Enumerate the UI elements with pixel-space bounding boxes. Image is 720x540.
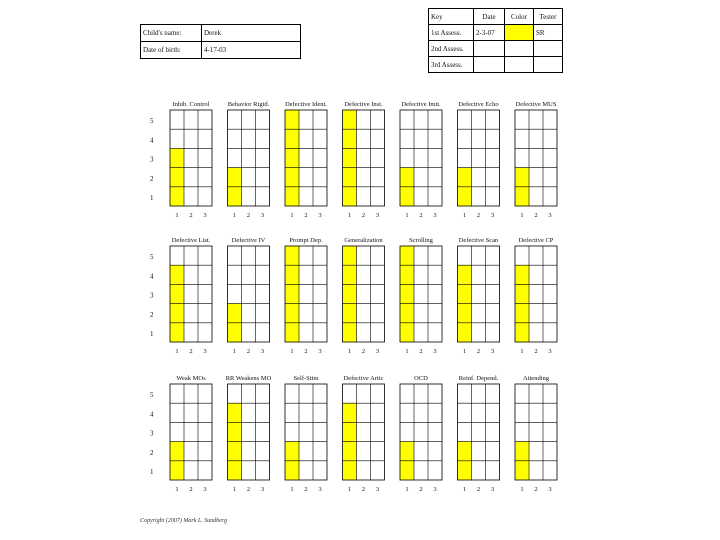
x-tick-label: 1 — [175, 212, 179, 219]
x-tick-label: 1 — [520, 348, 524, 355]
x-tick-label: 1 — [520, 212, 524, 219]
y-tick-label: 2 — [150, 448, 154, 457]
x-tick-label: 1 — [290, 486, 294, 493]
x-tick-label: 1 — [175, 348, 179, 355]
y-tick-label: 4 — [150, 410, 154, 419]
chart-grid-frame — [400, 246, 442, 342]
x-tick-label: 2 — [246, 212, 251, 219]
x-tick-label: 1 — [405, 348, 409, 355]
data-bar — [228, 304, 242, 342]
chart-title: Behavior Rigid. — [227, 101, 270, 108]
chart-title: Defective Artic — [343, 375, 384, 382]
chart-grid-frame — [228, 384, 270, 480]
chart-grid-frame — [343, 110, 385, 206]
x-tick-label: 1 — [175, 486, 179, 493]
x-tick-label: 3 — [260, 348, 265, 355]
chart-title: Reinf. Depend. — [458, 375, 499, 382]
data-bar — [343, 110, 357, 206]
x-tick-label: 2 — [476, 486, 481, 493]
data-bar — [400, 442, 414, 480]
y-tick-label: 4 — [150, 272, 154, 281]
x-tick-label: 2 — [304, 486, 308, 493]
chart-title: Defective Scan — [458, 237, 499, 244]
chart-title: Prompt Dep. — [289, 237, 323, 244]
x-tick-label: 1 — [290, 348, 294, 355]
data-bar — [515, 265, 529, 342]
x-tick-label: 1 — [290, 212, 294, 219]
x-tick-label: 1 — [462, 348, 467, 355]
x-tick-label: 1 — [232, 486, 237, 493]
x-tick-label: 2 — [361, 348, 366, 355]
key-header-date: Date — [474, 9, 505, 25]
y-tick-label: 1 — [150, 330, 154, 338]
x-tick-label: 3 — [548, 486, 552, 493]
x-tick-label: 2 — [419, 348, 423, 355]
chart-title: Scrolling — [409, 237, 433, 244]
key-row-color-swatch — [505, 25, 534, 41]
key-row-2 — [429, 41, 563, 57]
x-tick-label: 1 — [347, 486, 352, 493]
chart-grid-frame — [285, 246, 327, 342]
chart-grid-frame — [400, 110, 442, 206]
chart-title: Defective Inst. — [344, 101, 383, 108]
key-row-label: 2nd Assess. — [429, 41, 474, 57]
chart-grid-frame — [228, 246, 270, 342]
chart-title: Defective CP — [518, 237, 554, 244]
x-tick-label: 2 — [246, 486, 251, 493]
chart-title: Generalization — [344, 237, 383, 244]
chart-title: Defective Ident. — [285, 101, 327, 108]
x-tick-label: 2 — [304, 348, 308, 355]
x-tick-label: 2 — [476, 212, 481, 219]
x-tick-label: 3 — [548, 212, 552, 219]
y-tick-label: 1 — [150, 468, 154, 476]
x-tick-label: 3 — [433, 348, 437, 355]
x-tick-label: 1 — [232, 348, 237, 355]
x-tick-label: 2 — [534, 212, 538, 219]
chart-title: RR Weakens MO — [225, 375, 272, 382]
x-tick-label: 3 — [490, 212, 495, 219]
x-tick-label: 2 — [246, 348, 251, 355]
chart-grid-frame — [515, 384, 557, 480]
chart-grid-frame — [458, 246, 500, 342]
x-tick-label: 3 — [203, 348, 207, 355]
key-row-tester — [534, 41, 563, 57]
chart-title: Inhib. Control — [172, 101, 210, 108]
x-tick-label: 1 — [405, 212, 409, 219]
x-tick-label: 3 — [375, 212, 380, 219]
y-tick-label: 3 — [150, 155, 154, 164]
key-row-label: 1st Assess. — [429, 25, 474, 41]
chart-grid-frame — [285, 384, 327, 480]
chart-grid-frame — [170, 110, 212, 206]
child-name-row — [141, 25, 301, 42]
chart-grid-frame — [400, 384, 442, 480]
data-bar — [515, 442, 529, 480]
chart-grid-frame — [170, 246, 212, 342]
chart-title: Self-Stim — [293, 375, 319, 382]
copyright-text: Copyright (2007) Mark L. Sundberg — [140, 518, 227, 524]
x-tick-label: 2 — [534, 348, 538, 355]
x-tick-label: 3 — [375, 348, 380, 355]
x-tick-label: 2 — [419, 212, 423, 219]
data-bar — [343, 403, 357, 480]
x-tick-label: 2 — [419, 486, 423, 493]
key-row-date — [474, 57, 505, 73]
key-row-color-swatch — [505, 41, 534, 57]
birth-date-value: 4-17-03 — [202, 42, 301, 59]
data-bar — [458, 265, 472, 342]
data-bar — [400, 168, 414, 206]
chart-title: Defective List. — [171, 237, 211, 244]
x-tick-label: 3 — [318, 212, 322, 219]
chart-grid-frame — [343, 246, 385, 342]
x-tick-label: 3 — [203, 486, 207, 493]
chart-title: Defective IV — [231, 237, 266, 244]
chart-grid-frame — [515, 246, 557, 342]
data-bar — [400, 246, 414, 342]
key-row-color-swatch — [505, 57, 534, 73]
key-table — [428, 8, 563, 73]
child-name-label: Child's name: — [141, 25, 202, 42]
data-bar — [170, 265, 184, 342]
data-bar — [170, 442, 184, 480]
data-bar — [228, 403, 242, 480]
key-header-color: Color — [505, 9, 534, 25]
birth-date-label: Date of birth: — [141, 42, 202, 59]
x-tick-label: 2 — [361, 212, 366, 219]
chart-grid-frame — [285, 110, 327, 206]
y-tick-label: 5 — [150, 253, 154, 262]
data-bar — [458, 168, 472, 206]
x-tick-label: 3 — [433, 212, 437, 219]
x-tick-label: 1 — [462, 486, 467, 493]
chart-grid-frame — [458, 384, 500, 480]
y-tick-label: 3 — [150, 429, 154, 438]
key-row-tester — [534, 57, 563, 73]
y-tick-label: 2 — [150, 174, 154, 183]
x-tick-label: 3 — [260, 486, 265, 493]
x-tick-label: 3 — [375, 486, 380, 493]
y-tick-label: 1 — [150, 194, 154, 202]
chart-grid-frame — [228, 110, 270, 206]
x-tick-label: 3 — [490, 348, 495, 355]
x-tick-label: 3 — [260, 212, 265, 219]
child-name-value: Derek — [202, 25, 301, 42]
y-tick-label: 5 — [150, 391, 154, 400]
key-header-row — [429, 9, 563, 25]
chart-title: Defective MUS — [515, 101, 557, 108]
x-tick-label: 3 — [490, 486, 495, 493]
x-tick-label: 2 — [534, 486, 538, 493]
key-row-1 — [429, 25, 563, 41]
data-bar — [285, 110, 299, 206]
x-tick-label: 1 — [462, 212, 467, 219]
x-tick-label: 2 — [476, 348, 481, 355]
data-bar — [458, 442, 472, 480]
x-tick-label: 3 — [203, 212, 207, 219]
y-tick-label: 2 — [150, 310, 154, 319]
data-bar — [285, 442, 299, 480]
chart-title: Attending — [523, 375, 549, 382]
chart-title: Weak MOs — [176, 375, 206, 382]
y-tick-label: 5 — [150, 117, 154, 126]
child-info-table — [140, 24, 301, 59]
x-tick-label: 1 — [520, 486, 524, 493]
data-bar — [515, 168, 529, 206]
y-tick-label: 4 — [150, 136, 154, 145]
x-tick-label: 1 — [347, 212, 352, 219]
chart-title: OCD — [414, 375, 428, 382]
key-row-label: 3rd Assess. — [429, 57, 474, 73]
chart-grid-frame — [515, 110, 557, 206]
birth-date-row — [141, 42, 301, 59]
x-tick-label: 3 — [548, 348, 552, 355]
chart-grid-frame — [343, 384, 385, 480]
x-tick-label: 2 — [189, 212, 193, 219]
key-row-3 — [429, 57, 563, 73]
key-row-date: 2-3-07 — [474, 25, 505, 41]
x-tick-label: 2 — [189, 348, 193, 355]
y-tick-label: 3 — [150, 291, 154, 300]
x-tick-label: 3 — [433, 486, 437, 493]
x-tick-label: 2 — [361, 486, 366, 493]
data-bar — [170, 148, 184, 206]
key-row-date — [474, 41, 505, 57]
x-tick-label: 1 — [347, 348, 352, 355]
key-row-tester: SR — [534, 25, 563, 41]
x-tick-label: 2 — [304, 212, 308, 219]
x-tick-label: 3 — [318, 348, 322, 355]
chart-title: Defective Imit. — [401, 101, 441, 108]
data-bar — [343, 246, 357, 342]
chart-grid-frame — [458, 110, 500, 206]
x-tick-label: 1 — [232, 212, 237, 219]
data-bar — [285, 246, 299, 342]
data-bar — [228, 168, 242, 206]
x-tick-label: 1 — [405, 486, 409, 493]
chart-title: Defective Echo — [458, 101, 499, 108]
x-tick-label: 3 — [318, 486, 322, 493]
key-header-tester: Tester — [534, 9, 563, 25]
chart-grid-frame — [170, 384, 212, 480]
x-tick-label: 2 — [189, 486, 193, 493]
key-header-key: Key — [429, 9, 474, 25]
